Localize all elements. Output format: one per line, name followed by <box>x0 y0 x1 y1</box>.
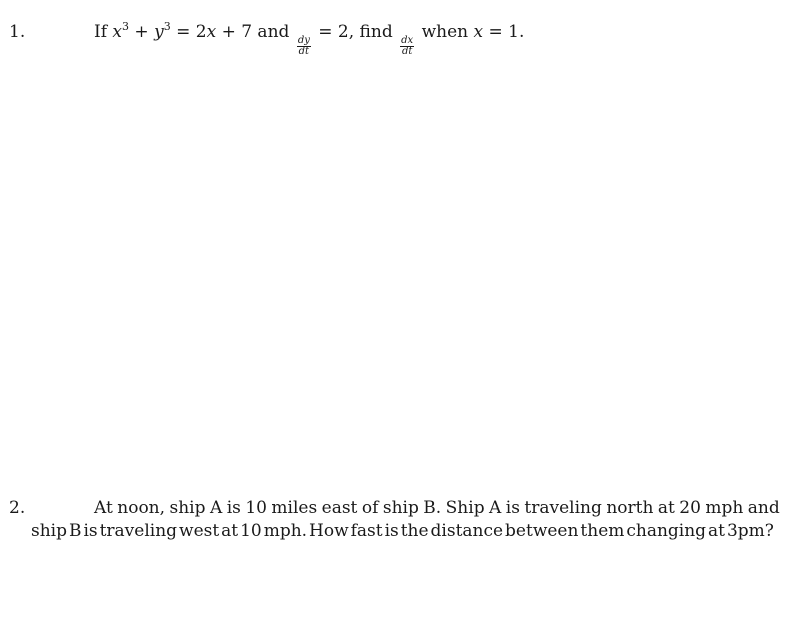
word: traveling <box>524 498 602 518</box>
word: 10 <box>240 521 262 541</box>
fraction-dx-dt <box>400 36 414 57</box>
plus-sign: + <box>134 22 149 42</box>
word: at <box>708 521 726 541</box>
fraction-dy-dt <box>297 36 311 57</box>
problem-1-lead: If <box>94 22 108 42</box>
problem-2-number: 2. <box>9 498 26 518</box>
word: noon, <box>117 498 166 518</box>
word: miles <box>271 498 318 518</box>
word: at <box>221 521 239 541</box>
word: 20 <box>679 498 701 518</box>
word: Ship <box>445 498 485 518</box>
word: B. <box>423 498 442 518</box>
exponent: 3 <box>122 20 130 33</box>
word: west <box>179 521 220 541</box>
word: of <box>361 498 379 518</box>
word: 3pm? <box>726 521 774 541</box>
word: distance <box>430 521 504 541</box>
var-x: x <box>473 22 484 42</box>
word: is <box>505 498 520 518</box>
word: 10 <box>245 498 267 518</box>
word: mph <box>705 498 744 518</box>
word: fast <box>350 521 383 541</box>
word: is <box>226 498 241 518</box>
word: How <box>309 521 349 541</box>
word: traveling <box>99 521 178 541</box>
word: between <box>505 521 579 541</box>
word: them <box>580 521 625 541</box>
word: is <box>384 521 399 541</box>
word: and <box>747 498 780 518</box>
word: ship <box>382 498 419 518</box>
problem-1-number: 1. <box>9 22 26 42</box>
word: the <box>400 521 429 541</box>
word: A <box>209 498 223 518</box>
word: at <box>657 498 675 518</box>
var-x: x <box>206 22 217 42</box>
word: mph. <box>263 521 308 541</box>
word: changing <box>626 521 707 541</box>
word: is <box>83 521 98 541</box>
equation-rhs-part: = 2 <box>176 22 207 42</box>
var-y: y <box>154 22 164 42</box>
problem-2-line-2 <box>31 521 774 541</box>
problem-2-line-1 <box>94 498 780 518</box>
word: At <box>94 498 113 518</box>
fraction-numerator: dx <box>401 35 414 46</box>
word: north <box>606 498 654 518</box>
word: ship <box>169 498 206 518</box>
problem-1-text: = 1. <box>488 22 525 42</box>
var-x: x <box>112 22 123 42</box>
word: B <box>68 521 82 541</box>
fraction-denominator: dt <box>401 46 413 57</box>
problem-1-statement <box>94 22 524 57</box>
problem-1-text: when <box>421 22 469 42</box>
problem-1-text: = 2, find <box>318 22 393 42</box>
fraction-denominator: dt <box>298 46 310 57</box>
word: ship <box>31 521 67 541</box>
fraction-numerator: dy <box>297 35 310 46</box>
exponent: 3 <box>163 20 171 33</box>
word: east <box>321 498 358 518</box>
word: A <box>489 498 502 518</box>
equation-rhs-part: + 7 and <box>221 22 290 42</box>
